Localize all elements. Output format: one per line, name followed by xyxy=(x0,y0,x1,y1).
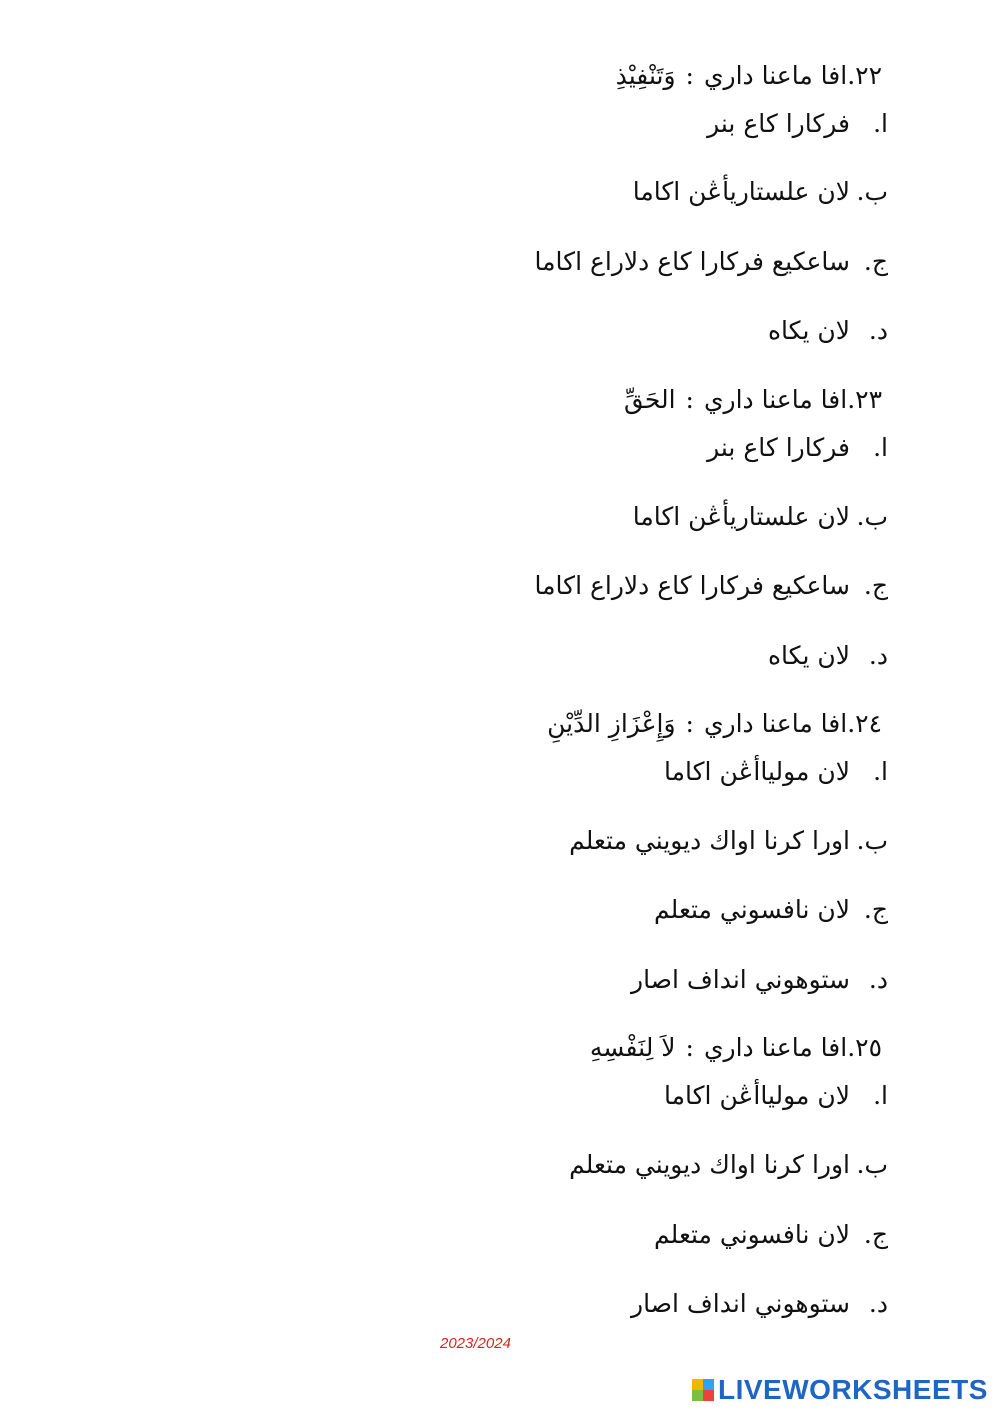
option-text: ستوهوني انداف اصار xyxy=(631,1289,850,1318)
option-a[interactable] xyxy=(488,104,888,144)
option-b[interactable] xyxy=(488,497,888,537)
liveworksheets-brand[interactable] xyxy=(692,1372,992,1408)
brand-name: LIVEWORKSHEETS xyxy=(718,1374,988,1405)
option-text: اورا كرنا اواك ديويني متعلم xyxy=(569,1150,850,1179)
option-text: فركارا كاع بنر xyxy=(707,109,850,138)
option-letter: ب. xyxy=(856,502,888,531)
option-a[interactable] xyxy=(488,752,888,792)
option-c[interactable] xyxy=(488,1215,888,1255)
option-b[interactable] xyxy=(488,172,888,212)
option-letter: د. xyxy=(868,316,888,345)
option-letter: ب. xyxy=(856,826,888,855)
option-d[interactable] xyxy=(488,636,888,676)
question-number: ٢٤. xyxy=(847,709,882,738)
option-letter: ا. xyxy=(873,757,888,786)
option-text: لان نافسوني متعلم xyxy=(654,895,850,924)
question-term: وَتَنْفِيْذِ xyxy=(615,61,676,90)
question-separator: : xyxy=(685,61,694,90)
question-text: افا ماعنا داري xyxy=(703,61,848,90)
option-letter: ج. xyxy=(863,1220,888,1249)
option-letter: ج. xyxy=(863,571,888,600)
option-c[interactable] xyxy=(488,566,888,606)
option-a[interactable] xyxy=(488,428,888,468)
option-text: لان نافسوني متعلم xyxy=(654,1220,850,1249)
option-b[interactable] xyxy=(488,1145,888,1185)
option-text: لان يكاه xyxy=(767,641,850,670)
option-text: ساعكيع فركارا كاع دلاراع اكاما xyxy=(534,247,850,276)
question-number: ٢٣. xyxy=(847,385,882,414)
option-text: اورا كرنا اواك ديويني متعلم xyxy=(569,826,850,855)
liveworksheets-logo-icon xyxy=(692,1379,714,1401)
question-term: لاَ لِنَفْسِهِ xyxy=(589,1033,676,1062)
question-24 xyxy=(462,704,882,744)
question-text: افا ماعنا داري xyxy=(703,385,848,414)
option-d[interactable] xyxy=(488,311,888,351)
question-22 xyxy=(462,56,882,96)
question-term: الحَقِّ xyxy=(623,385,676,414)
option-text: ستوهوني انداف اصار xyxy=(631,965,850,994)
option-letter: ج. xyxy=(863,895,888,924)
option-letter: د. xyxy=(868,965,888,994)
option-c[interactable] xyxy=(488,242,888,282)
question-separator: : xyxy=(685,385,694,414)
question-text: افا ماعنا داري xyxy=(703,709,848,738)
option-text: ساعكيع فركارا كاع دلاراع اكاما xyxy=(534,571,850,600)
option-text: لان مولياأڠن اكاما xyxy=(664,757,850,786)
option-a[interactable] xyxy=(488,1076,888,1116)
option-letter: ا. xyxy=(873,109,888,138)
option-letter: ب. xyxy=(856,1150,888,1179)
option-text: لان يكاه xyxy=(767,316,850,345)
option-letter: د. xyxy=(868,1289,888,1318)
question-number: ٢٢. xyxy=(847,61,882,90)
option-letter: ب. xyxy=(856,177,888,206)
option-text: فركارا كاع بنر xyxy=(707,433,850,462)
question-number: ٢٥. xyxy=(847,1033,882,1062)
option-letter: ا. xyxy=(873,433,888,462)
question-text: افا ماعنا داري xyxy=(703,1033,848,1062)
option-text: لان علستاريأڠن اكاما xyxy=(632,502,850,531)
option-letter: د. xyxy=(868,641,888,670)
option-b[interactable] xyxy=(488,821,888,861)
option-letter: ج. xyxy=(863,247,888,276)
question-25 xyxy=(462,1028,882,1068)
question-separator: : xyxy=(685,709,694,738)
option-d[interactable] xyxy=(488,960,888,1000)
option-text: لان مولياأڠن اكاما xyxy=(664,1081,850,1110)
option-letter: ا. xyxy=(873,1081,888,1110)
footer-year: 2023/2024 xyxy=(440,1335,511,1352)
option-text: لان علستاريأڠن اكاما xyxy=(632,177,850,206)
option-d[interactable] xyxy=(488,1284,888,1324)
option-c[interactable] xyxy=(488,890,888,930)
question-23 xyxy=(462,380,882,420)
question-term: وَإِعْزَازِ الدِّيْنِ xyxy=(547,709,676,738)
question-separator: : xyxy=(685,1033,694,1062)
